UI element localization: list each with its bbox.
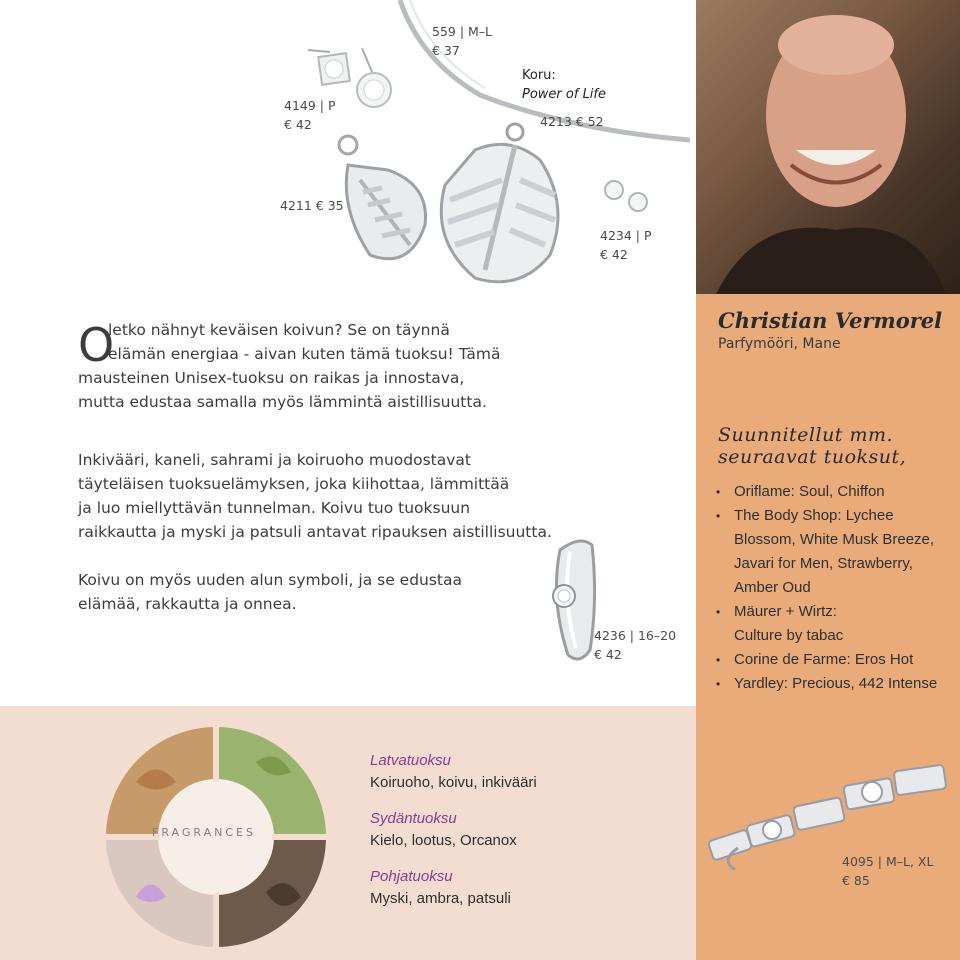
designed-heading-line: seuraavat tuoksut, (718, 446, 907, 468)
leaf-charm-4211 (339, 136, 426, 259)
list-item-continuation: Culture by tabac (734, 627, 844, 644)
perfumer-photo (696, 0, 960, 294)
intro-line: mutta edustaa samalla myös lämmintä aistillisuutta. (78, 393, 487, 411)
list-item: • Corine de Farme: Eros Hot (716, 648, 956, 672)
list-item-continuation: Blossom, White Musk Breeze, (734, 531, 935, 548)
list-item-continuation: Amber Oud (734, 579, 811, 596)
base-note-value: Myski, ambra, patsuli (370, 890, 511, 907)
paragraph-line: Inkivääri, kaneli, sahrami ja koiruoho muodostavat (78, 451, 471, 469)
heart-note-value: Kielo, lootus, Orcanox (370, 832, 517, 849)
paragraph-line: Koivu on myös uuden alun symboli, ja se edustaa (78, 571, 463, 589)
product-price: € 85 (842, 873, 870, 888)
product-price: € 42 (594, 647, 622, 662)
list-item: • Mäurer + Wirtz: (716, 600, 956, 624)
price-label-4095 (842, 852, 933, 890)
price-label-4149 (284, 96, 336, 134)
leaf-pendant-power-of-life (441, 124, 558, 282)
paragraph-line: elämää, rakkautta ja onnea. (78, 595, 297, 613)
description-paragraph (78, 448, 558, 544)
product-price: € 42 (600, 247, 628, 262)
designed-heading-line: Suunnitellut mm. (718, 424, 894, 446)
product-price: € 37 (432, 43, 460, 58)
fragrances-wheel-label: FRAGRANCES (152, 826, 256, 839)
stud-earrings-4234 (605, 181, 647, 211)
drop-cap: O (78, 318, 115, 372)
base-note-heading: Pohjatuoksu (370, 868, 453, 885)
product-code: 559 | M–L (432, 24, 493, 39)
product-code: 4095 | M–L, XL (842, 854, 934, 869)
koru-heading: Koru: (522, 68, 556, 83)
price-label-4236 (594, 626, 676, 664)
list-item: • The Body Shop: Lychee (716, 504, 956, 528)
paragraph-line: raikkautta ja myski ja patsuli antavat ripauksen aistillisuutta. (78, 523, 552, 541)
list-item-continuation: Javari for Men, Strawberry, (734, 555, 913, 572)
fragrance-notes (370, 750, 537, 910)
portrait-illustration (696, 0, 960, 294)
price-label-4211: 4211 € 35 (280, 198, 344, 213)
top-note-heading: Latvatuoksu (370, 752, 451, 769)
intro-line: elämän energiaa - aivan kuten tämä tuoksu! Tämä (108, 345, 501, 363)
designed-heading (718, 424, 906, 468)
perfumer-name: Christian Vermorel (718, 308, 943, 333)
intro-line: letko nähnyt keväisen koivun? Se on täynnä (108, 321, 450, 339)
product-code: 4236 | 16–20 (594, 628, 677, 643)
price-label-4213: 4213 € 52 (540, 114, 604, 129)
symbol-paragraph (78, 568, 538, 616)
fragrance-list (716, 480, 956, 696)
koru-label (522, 66, 606, 104)
product-code: 4149 | P (284, 98, 336, 113)
perfumer-role: Parfymööri, Mane (718, 336, 841, 352)
paragraph-line: ja luo miellyttävän tunnelman. Koivu tuo tuoksuun (78, 499, 471, 517)
price-label-4234 (600, 226, 652, 264)
list-item: • Yardley: Precious, 442 Intense (716, 672, 956, 696)
intro-line: mausteinen Unisex-tuoksu on raikas ja innostava, (78, 369, 465, 387)
product-price: € 42 (284, 117, 312, 132)
paragraph-line: täyteläisen tuoksuelämyksen, joka kiihottaa, lämmittää (78, 475, 510, 493)
list-item: • Oriflame: Soul, Chiffon (716, 480, 956, 504)
top-note-value: Koiruoho, koivu, inkivääri (370, 774, 537, 791)
product-code: 4234 | P (600, 228, 652, 243)
heart-note-heading: Sydäntuoksu (370, 810, 457, 827)
price-label-559 (432, 22, 492, 60)
intro-paragraph (78, 318, 548, 414)
koru-collection-name: Power of Life (522, 87, 606, 102)
